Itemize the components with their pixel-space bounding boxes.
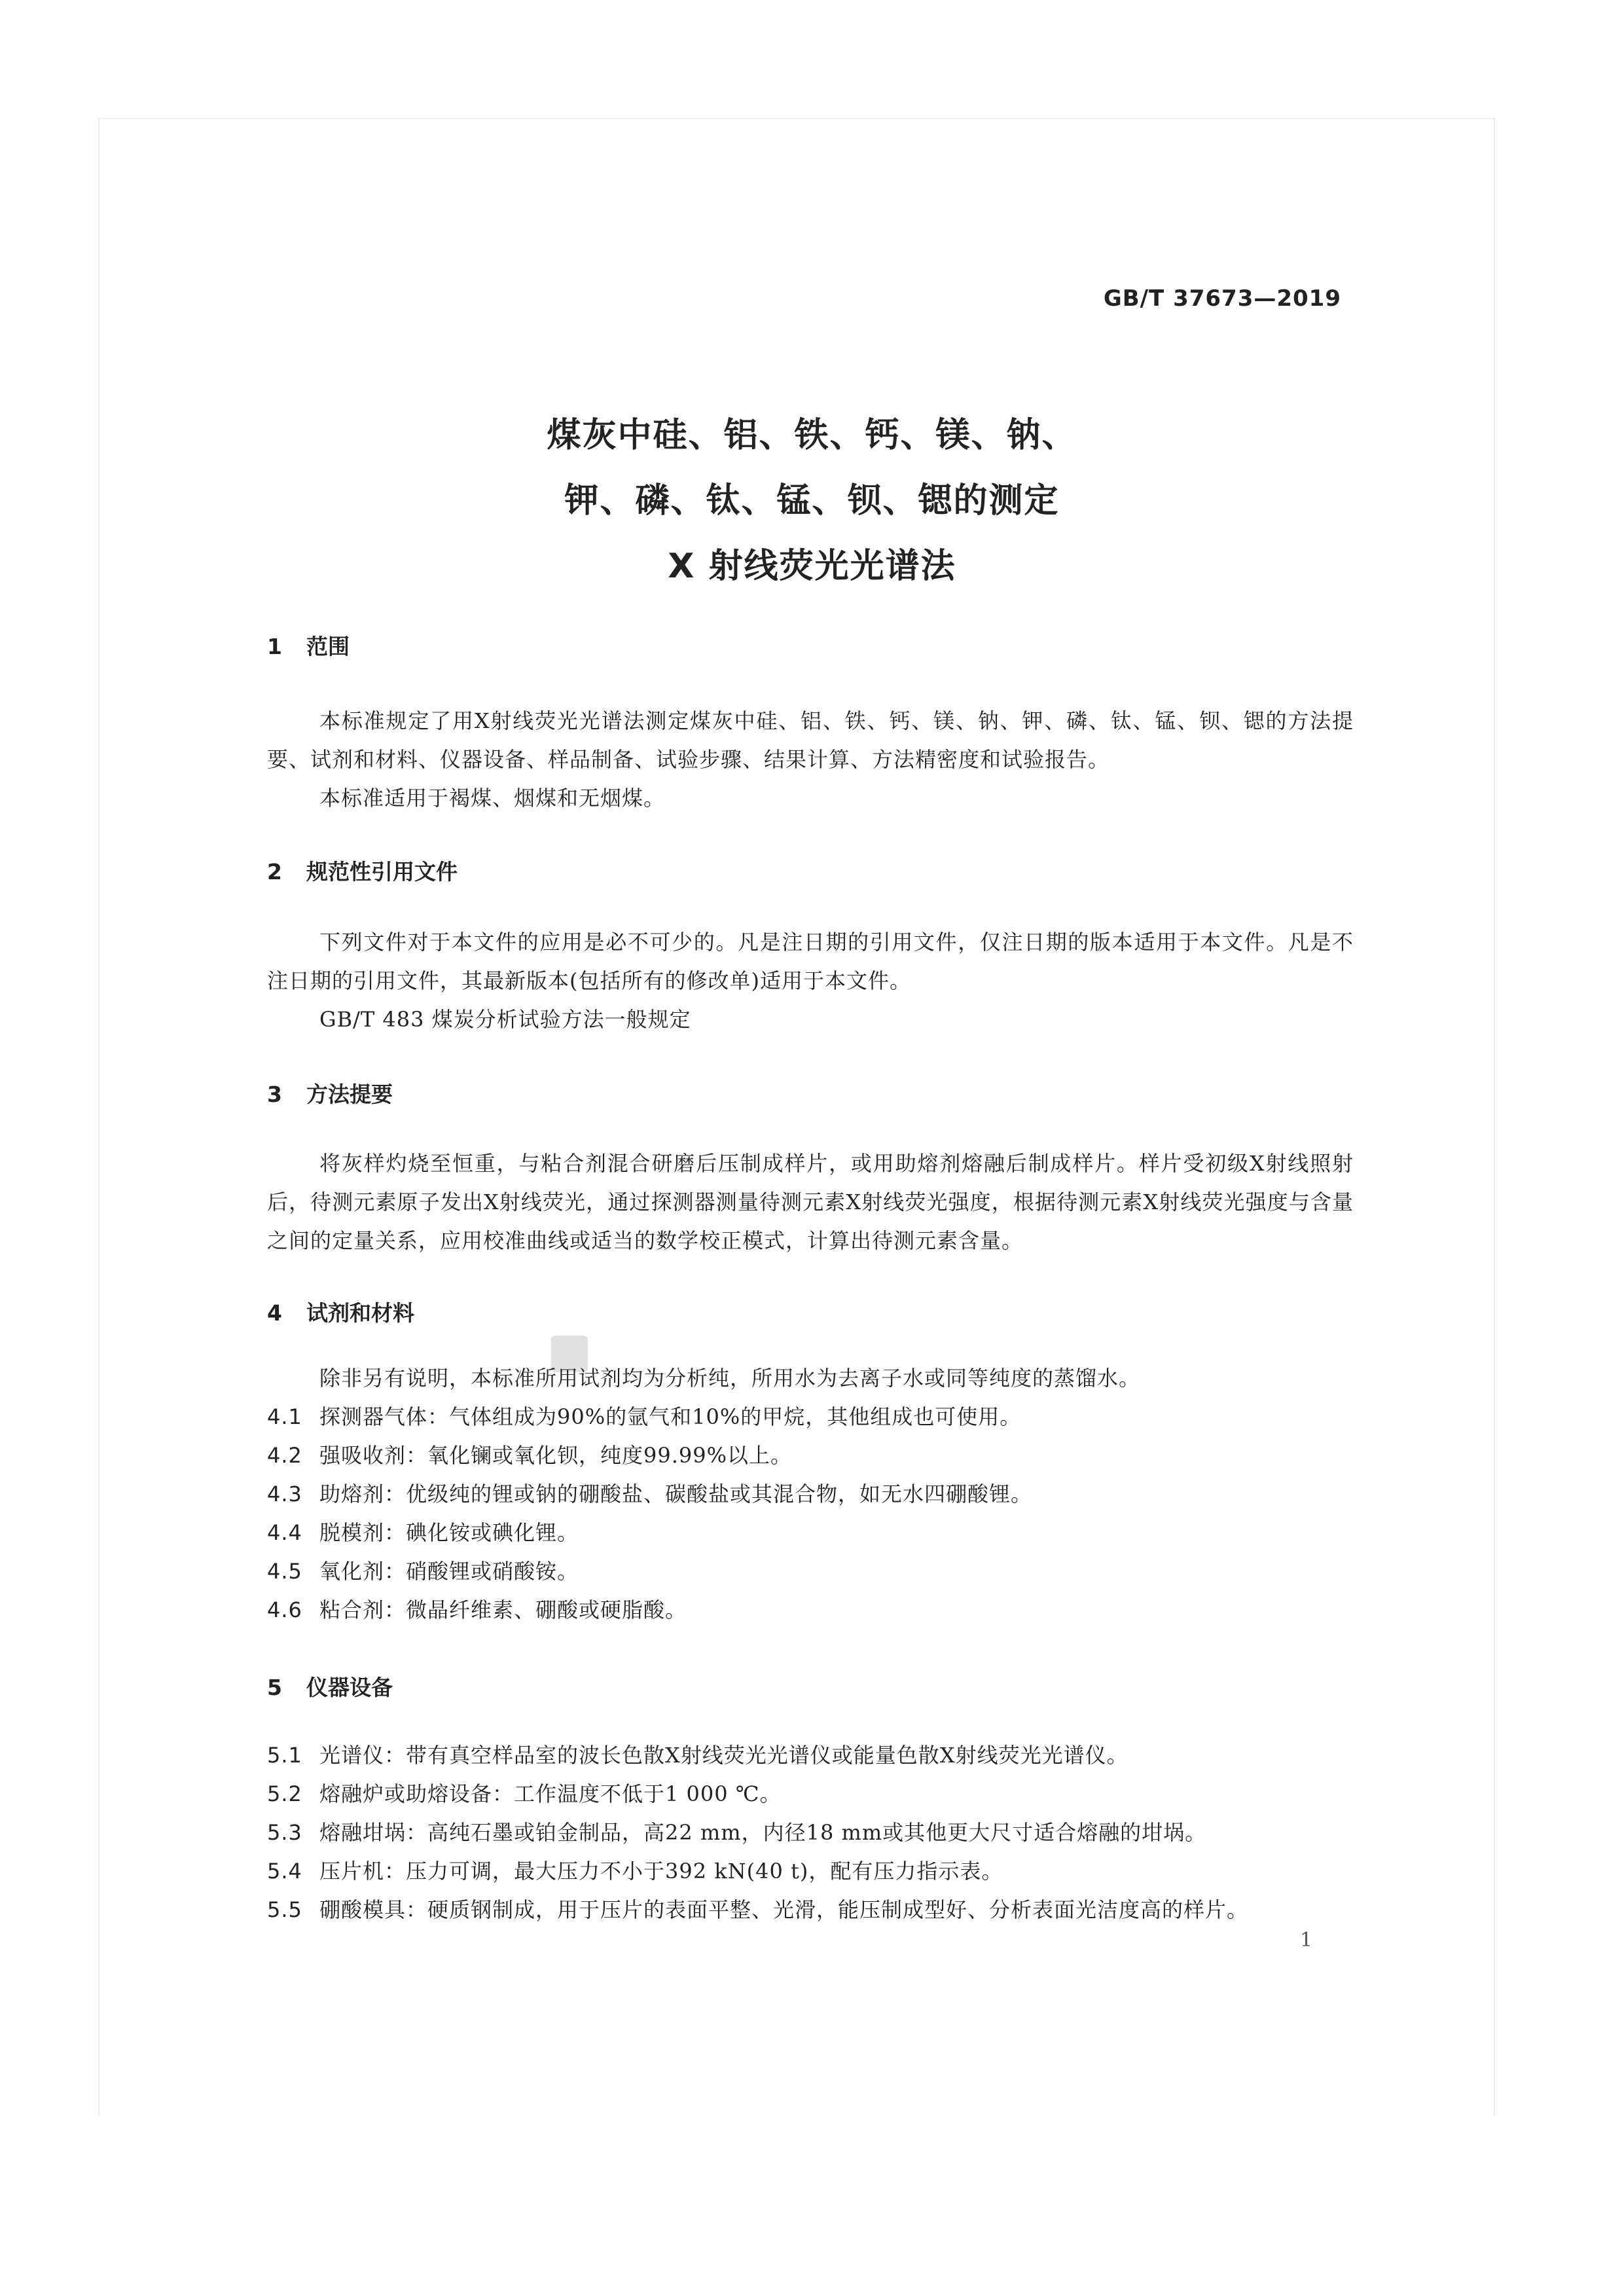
section-number: 2 xyxy=(267,859,282,884)
page-number: 1 xyxy=(1300,1929,1313,1952)
section-title: 试剂和材料 xyxy=(306,1300,414,1326)
section-3-heading xyxy=(267,1078,393,1108)
section-1-paragraph-1: 本标准规定了用X射线荧光光谱法测定煤灰中硅、铝、铁、钙、镁、钠、钾、磷、钛、锰、钡、锶的方法提要、试剂和材料、仪器设备、样品制备、试验步骤、结果计算、方法精密度和试验报告。 xyxy=(267,708,1354,772)
section-title: 方法提要 xyxy=(306,1082,393,1107)
item-number: 5.5 xyxy=(267,1897,302,1922)
section-4-paragraph-1: 除非另有说明，本标准所用试剂均为分析纯，所用水为去离子水或同等纯度的蒸馏水。 xyxy=(319,1366,1141,1391)
section-2-heading xyxy=(267,855,458,886)
list-item xyxy=(267,1398,1354,1436)
list-item xyxy=(267,1775,1354,1813)
item-number: 4.4 xyxy=(267,1520,302,1545)
item-text: 脱模剂：碘化铵或碘化锂。 xyxy=(319,1520,579,1545)
document-title xyxy=(0,403,1624,599)
item-text: 熔融炉或助熔设备：工作温度不低于1 000 ℃。 xyxy=(319,1781,782,1806)
normative-reference: GB/T 483 煤炭分析试验方法一般规定 xyxy=(319,1007,691,1032)
item-text: 探测器气体：气体组成为90%的氩气和10%的甲烷，其他组成也可使用。 xyxy=(319,1404,1022,1429)
item-text: 粘合剂：微晶纤维素、硼酸或硬脂酸。 xyxy=(319,1597,687,1622)
item-number: 5.4 xyxy=(267,1859,302,1884)
section-number: 1 xyxy=(267,634,282,659)
section-4-heading xyxy=(267,1296,414,1327)
list-item xyxy=(267,1852,1354,1891)
item-number: 5.3 xyxy=(267,1820,302,1845)
item-text: 光谱仪：带有真空样品室的波长色散X射线荧光光谱仪或能量色散X射线荧光光谱仪。 xyxy=(319,1743,1128,1768)
section-title: 仪器设备 xyxy=(306,1675,393,1700)
section-number: 5 xyxy=(267,1675,282,1700)
section-title: 规范性引用文件 xyxy=(306,859,458,884)
item-number: 4.3 xyxy=(267,1482,302,1506)
item-text: 氧化剂：硝酸锂或硝酸铵。 xyxy=(319,1559,579,1584)
section-5-heading xyxy=(267,1671,393,1702)
list-item xyxy=(267,1436,1354,1475)
item-number: 4.6 xyxy=(267,1597,302,1622)
title-line-2: 钾、磷、钛、锰、钡、锶的测定 xyxy=(564,481,1060,520)
list-item xyxy=(267,1813,1354,1852)
list-item xyxy=(267,1891,1354,1929)
title-line-3: X 射线荧光光谱法 xyxy=(668,547,956,586)
item-number: 5.2 xyxy=(267,1781,302,1806)
list-item xyxy=(267,1475,1354,1514)
item-number: 4.1 xyxy=(267,1404,302,1429)
item-number: 4.2 xyxy=(267,1443,302,1468)
item-text: 强吸收剂：氧化镧或氧化钡，纯度99.99%以上。 xyxy=(319,1443,793,1468)
item-text: 硼酸模具：硬质钢制成，用于压片的表面平整、光滑，能压制成型好、分析表面光洁度高的样片。 xyxy=(319,1897,1249,1922)
item-number: 5.1 xyxy=(267,1743,302,1768)
list-item xyxy=(267,1591,1354,1630)
list-item xyxy=(267,1514,1354,1552)
standard-id: GB/T 37673—2019 xyxy=(1103,285,1341,312)
section-2-paragraph-1: 下列文件对于本文件的应用是必不可少的。凡是注日期的引用文件，仅注日期的版本适用于本文件。凡是不注日期的引用文件，其最新版本(包括所有的修改单)适用于本文件。 xyxy=(267,930,1354,993)
list-item xyxy=(267,1736,1354,1775)
list-item xyxy=(267,1552,1354,1591)
item-text: 助熔剂：优级纯的锂或钠的硼酸盐、碳酸盐或其混合物，如无水四硼酸锂。 xyxy=(319,1482,1033,1506)
section-1-paragraph-2: 本标准适用于褐煤、烟煤和无烟煤。 xyxy=(319,786,666,811)
title-line-1: 煤灰中硅、铝、铁、钙、镁、钠、 xyxy=(547,416,1077,455)
section-number: 3 xyxy=(267,1082,282,1107)
item-text: 压片机：压力可调，最大压力不小于392 kN(40 t)，配有压力指示表。 xyxy=(319,1859,1003,1884)
item-number: 4.5 xyxy=(267,1559,302,1584)
section-1-heading xyxy=(267,630,350,661)
section-title: 范围 xyxy=(306,634,350,659)
item-text: 熔融坩埚：高纯石墨或铂金制品，高22 mm，内径18 mm或其他更大尺寸适合熔融的坩埚。 xyxy=(319,1820,1207,1845)
section-3-paragraph-1: 将灰样灼烧至恒重，与粘合剂混合研磨后压制成样片，或用助熔剂熔融后制成样片。样片受初级X射线照射后，待测元素原子发出X射线荧光，通过探测器测量待测元素X射线荧光强度，根据待测元素X射线荧光强度与含量之间的定量关系，应用校准曲线或适当的数学校正模式，计算出待测元素含量。 xyxy=(267,1151,1354,1253)
section-number: 4 xyxy=(267,1300,282,1326)
